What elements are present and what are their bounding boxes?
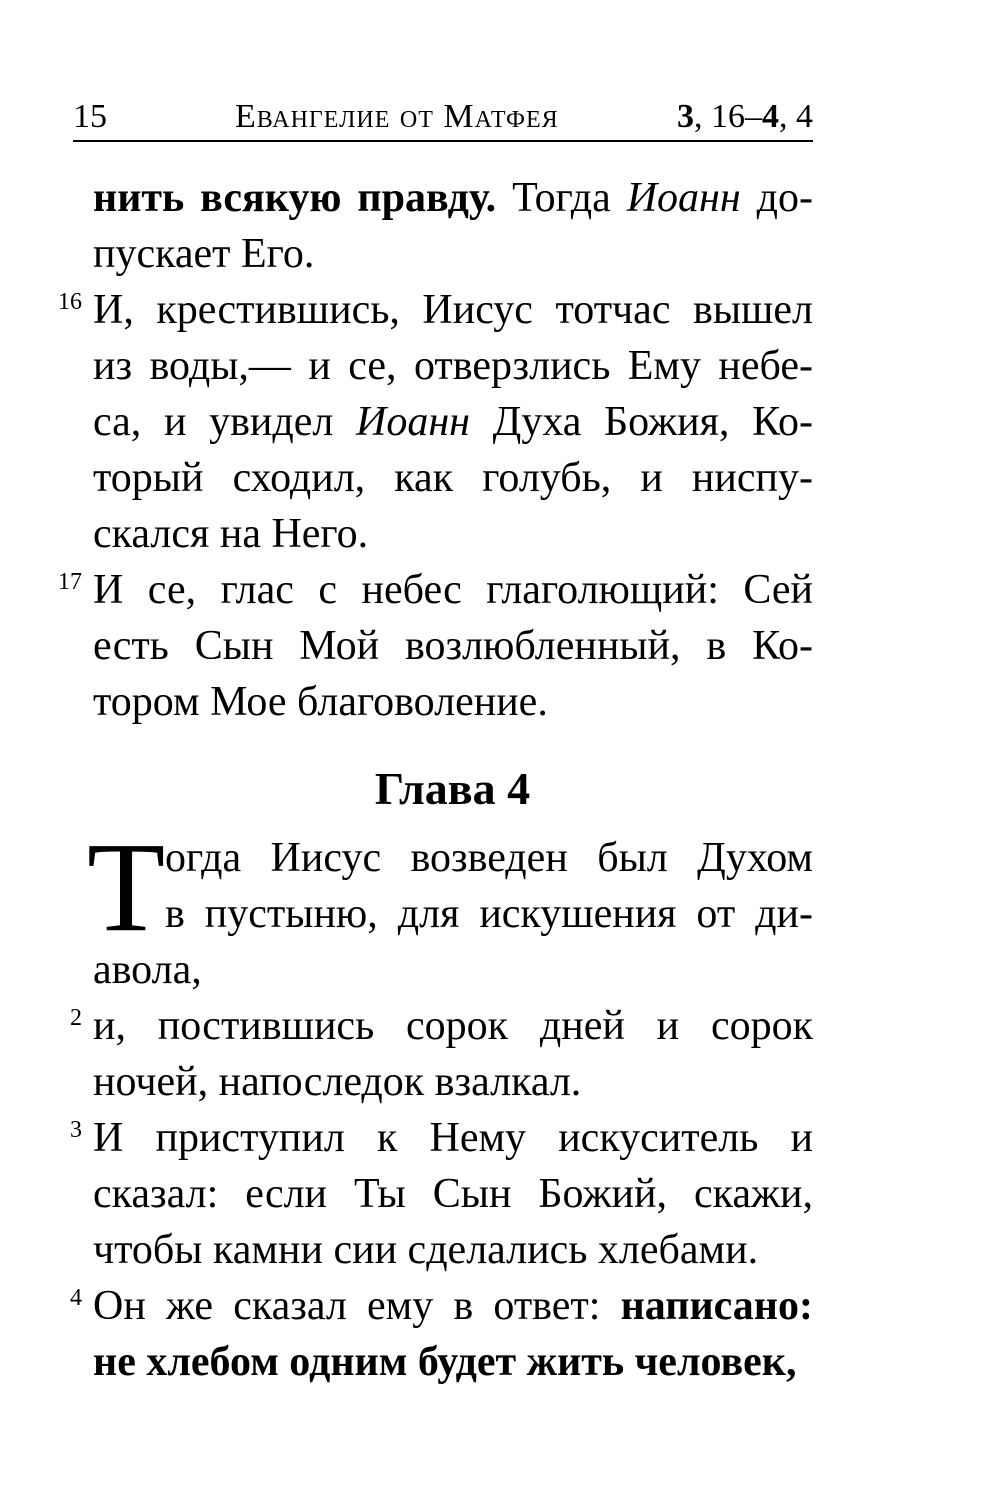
verse-16: 16 И, крестившись, Иисус тотчас вышел из воды,— и се, отверзлись Ему небе- са, и увидел Иоанн Духа Божия, Ко- торый сходил, как голубь, и ниспу- скался на Него.	[93, 282, 813, 562]
verse-number: 16	[58, 289, 82, 315]
chapter-4-text	[70, 942, 813, 1390]
running-header	[73, 88, 813, 142]
running-title: Евангелие от Матфея	[235, 98, 559, 135]
verse-number: 17	[58, 569, 82, 595]
drop-cap: Т	[87, 816, 166, 958]
chapter-heading: Глава 4	[374, 763, 531, 814]
page-number: 15	[73, 98, 107, 135]
verse-4: 4 Он же сказал ему в ответ: написано: не хлебом одним будет жить человек,	[93, 1278, 813, 1390]
verse-17: 17 И се, глас с небес глаголющий: Сей есть Сын Мой возлюбленный, в Ко- тором Мое благоволение.	[93, 562, 813, 730]
verse-1-end: авола,	[93, 947, 202, 993]
verse-15-continued: нить всякую правду. Тогда Иоанн до- пускает Его.	[93, 175, 814, 277]
verse-number: 4	[70, 1285, 82, 1311]
verse-3: 3 И приступил к Нему искуситель и сказал: если Ты Сын Божий, скажи, чтобы камни сии сделались хлебами.	[93, 1110, 813, 1278]
verse-number: 3	[70, 1117, 82, 1143]
verse-range: 3, 16–4, 4	[677, 98, 813, 135]
verse-1: огда Иисус возведен был Духом в пустыню, для искушения от ди-	[165, 835, 813, 937]
chapter-3-text	[58, 170, 814, 730]
verse-number: 2	[70, 1005, 82, 1031]
verse-2: 2 и, постившись сорок дней и сорок ночей, напоследок взалкал.	[93, 998, 813, 1110]
